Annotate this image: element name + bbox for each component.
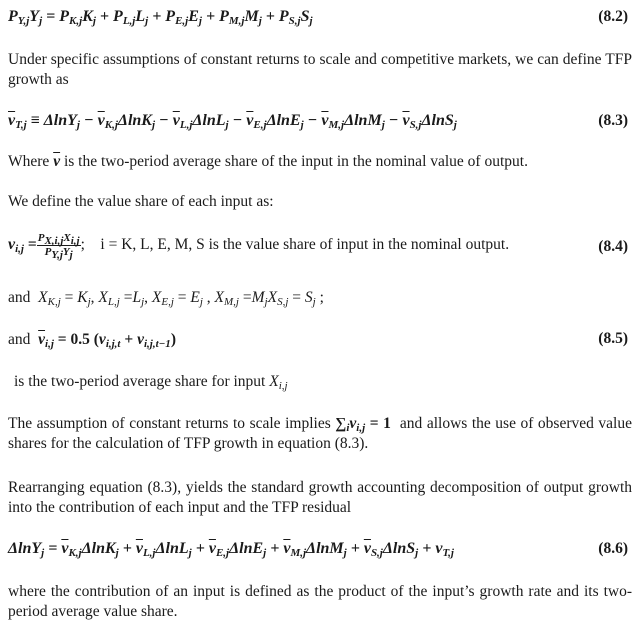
- paragraph-tfp-definition: Under specific assumptions of constant returns to scale and competitive markets, we can define TFP growth as: [8, 51, 632, 88]
- where-line: Where $\overline{v}$ is the two-period average share of the input in the nominal value of output.: [8, 153, 528, 170]
- paragraph-contribution: where the contribution of an input is defined as the product of the input’s growth rate and its two-period average value share.: [8, 583, 632, 620]
- value-share-fraction: $\frac{P_{X,i,j}X_{i,j}}{P_{Y,j}Y_j}$: [37, 231, 80, 261]
- equation-8-6: $\Delta\ln Y_j = \overline{v}_{K,j}\Delta\ln K_j + \overline{v}_{L,j}\Delta\ln L_j + \overline{v}_{E,j}\Delta\ln E_j + \overline{v}_{M,j}\Delta\ln M_j + \overline{v}_{S,j}\Delta\ln S_j + v_{T,j}$: [8, 540, 454, 559]
- equation-8-2: $P_{Y,j}Y_j = P_{K,j}K_j + P_{L,j}L_j + P_{E,j}E_j + P_{M,j}M_j + P_{S,j}S_j$: [8, 8, 313, 27]
- paragraph-constant-returns: The assumption of constant returns to scale implies $\sum_iv_{i,j} = 1$ and allows the use of observed value shares for the calculation of TFP growth in equation (8.3).: [8, 415, 632, 452]
- equation-number-8-5: (8.5): [598, 330, 628, 347]
- define-line: We define the value share of each input as:: [8, 193, 274, 210]
- equation-number-8-4: (8.4): [598, 238, 628, 255]
- equation-number-8-2: (8.2): [598, 8, 628, 25]
- paragraph-rearranging: Rearranging equation (8.3), yields the standard growth accounting decomposition of output growth into the contribution of each input and the TFP residual: [8, 479, 632, 516]
- and-definitions-line: and $X_{K,j} = K_j$, $X_{L,j} =L_j$, $X_{E,j} = E_j$ , $X_{M,j} =M_jX_{S,j} = S_j$ ;: [8, 289, 324, 308]
- equation-number-8-6: (8.6): [598, 540, 628, 557]
- equation-number-8-3: (8.3): [598, 112, 628, 129]
- equation-8-5: and $\overline{v}_{i,j} = 0.5$ $(v_{i,j,t} + v_{i,j,t-1})$: [8, 331, 176, 350]
- two-period-line: is the two-period average share for input $X_{i,j}$: [14, 373, 288, 392]
- equation-8-4: $v_{i,j}$ = $\frac{P_{X,i,j}X_{i,j}}{P_{Y,j}Y_j}$ ; i = K, L, E, M, S is the value share of input in the nominal output.: [8, 231, 510, 261]
- equation-8-3: $\overline{v}_{T,j} \equiv \Delta\ln Y_j - \overline{v}_{K,j}\Delta\ln K_j - \overline{v}_{L,j}\Delta\ln L_j - \overline{v}_{E,j}\Delta\ln E_j - \overline{v}_{M,j}\Delta\ln M_j - \overline{v}_{S,j}\Delta\ln S_j$: [8, 112, 457, 131]
